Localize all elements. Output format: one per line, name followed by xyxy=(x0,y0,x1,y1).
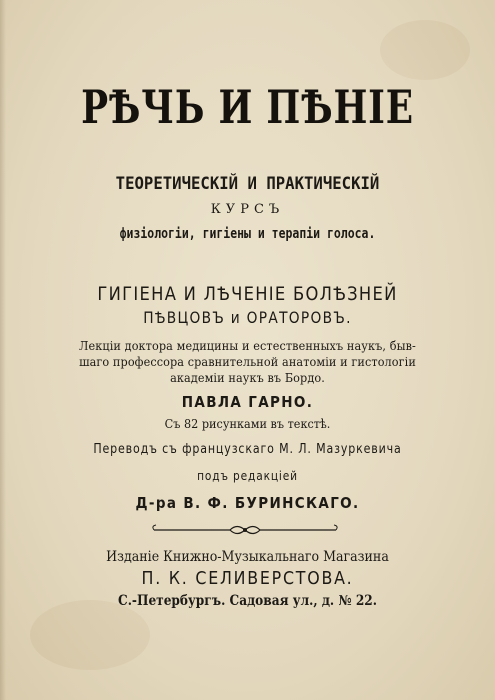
section-heading-2: ПѢВЦОВЪ и ОРАТОРОВЪ. xyxy=(143,308,352,327)
paper-stain xyxy=(380,20,470,80)
lecture-line: шаго профессора сравнительной анатоміи и гистологіи xyxy=(79,354,416,369)
course-subtitle-line3: физіологіи, гигіены и терапіи голоса. xyxy=(119,226,376,242)
editor-name: Д-ра В. Ф. БУРИНСКАГО. xyxy=(135,494,360,512)
lecture-line: академіи наукъ въ Бордо. xyxy=(170,370,325,385)
paper-stain xyxy=(30,600,150,670)
course-subtitle-line2: КУРСЪ xyxy=(210,202,285,217)
figures-note: Съ 82 рисунками въ текстѣ. xyxy=(164,416,331,431)
publisher-name: П. К. СЕЛИВЕРСТОВА. xyxy=(141,568,354,589)
translation-note: Переводъ съ французскаго М. Л. Мазуркевича xyxy=(93,442,402,457)
page-edge-shadow xyxy=(0,0,6,700)
publisher-address: С.-Петербургъ. Садовая ул., д. № 22. xyxy=(118,593,377,609)
section-heading-1: ГИГІЕНА И ЛѢЧЕНІЕ БОЛѢЗНЕЙ xyxy=(97,283,398,305)
editor-label: подъ редакціей xyxy=(197,468,298,483)
course-subtitle-line1: ТЕОРЕТИЧЕСКІЙ И ПРАКТИЧЕСКІЙ xyxy=(115,174,380,194)
author-name: ПАВЛА ГАРНО. xyxy=(181,393,314,411)
book-title: РѢЧЬ И ПѢНІЕ xyxy=(81,80,414,134)
publisher-line1: Изданіе Книжно-Музыкальнаго Магазина xyxy=(106,549,389,565)
ornament-divider xyxy=(150,522,340,538)
lecture-line: Лекціи доктора медицины и естественныхъ наукъ, быв- xyxy=(79,338,416,353)
